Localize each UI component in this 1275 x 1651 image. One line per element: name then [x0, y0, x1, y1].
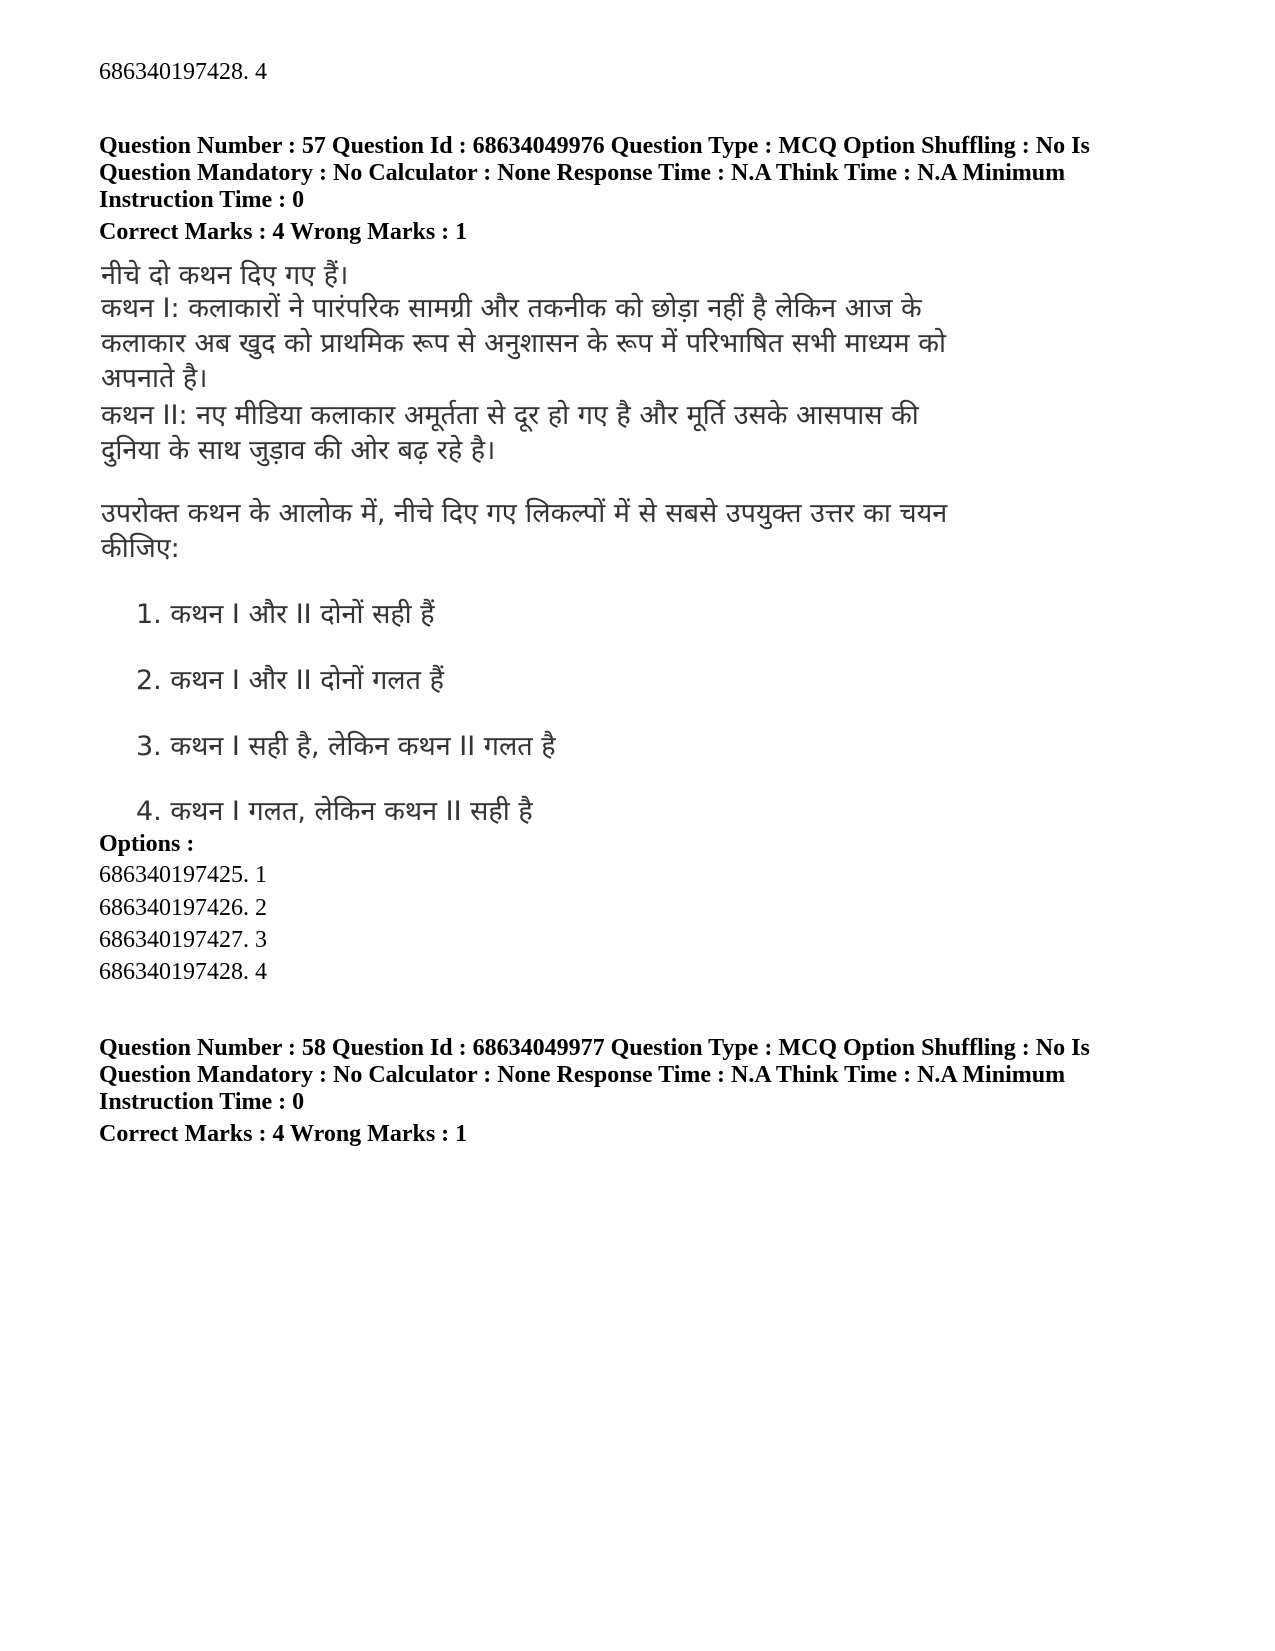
q57-prompt-line: कीजिए: — [101, 533, 180, 564]
q57-body-line: कथन II: नए मीडिया कलाकार अमूर्तता से दूर हो गए है और मूर्ति उसके आसपास की — [101, 400, 919, 431]
previous-option-line: 686340197428. 4 — [99, 59, 267, 85]
q57-option-item: 686340197428. 4 — [99, 959, 267, 985]
q58-meta-line-2: Question Mandatory : No Calculator : None Response Time : N.A Think Time : N.A Minimum — [99, 1062, 1066, 1088]
q57-choice: 2. कथन I और II दोनों गलत हैं — [136, 665, 444, 696]
q58-marks: Correct Marks : 4 Wrong Marks : 1 — [99, 1121, 468, 1147]
q57-meta-line-3: Instruction Time : 0 — [99, 187, 305, 213]
q57-choice: 4. कथन I गलत, लेकिन कथन II सही है — [136, 796, 533, 827]
q57-choice: 3. कथन I सही है, लेकिन कथन II गलत है — [136, 731, 556, 762]
q57-meta-line-2: Question Mandatory : No Calculator : None Response Time : N.A Think Time : N.A Minimum — [99, 160, 1066, 186]
q57-option-item: 686340197426. 2 — [99, 895, 267, 921]
q57-prompt-line: उपरोक्त कथन के आलोक में, नीचे दिए गए लिकल्पों में से सबसे उपयुक्त उत्तर का चयन — [101, 498, 948, 529]
q57-body-line: कथन I: कलाकारों ने पारंपरिक सामग्री और तकनीक को छोड़ा नहीं है लेकिन आज के — [101, 293, 922, 324]
q57-option-item: 686340197425. 1 — [99, 862, 267, 888]
q57-meta-line-1: Question Number : 57 Question Id : 68634049976 Question Type : MCQ Option Shuffling : No Is — [99, 133, 1090, 159]
q58-meta-line-3: Instruction Time : 0 — [99, 1089, 305, 1115]
q57-body-line: कलाकार अब खुद को प्राथमिक रूप से अनुशासन के रूप में परिभाषित सभी माध्यम को — [101, 328, 946, 359]
q57-option-item: 686340197427. 3 — [99, 927, 267, 953]
q57-choice: 1. कथन I और II दोनों सही हैं — [136, 599, 435, 630]
q57-body-line: अपनाते है। — [101, 363, 208, 394]
q57-marks: Correct Marks : 4 Wrong Marks : 1 — [99, 219, 468, 245]
q57-body-line: दुनिया के साथ जुड़ाव की ओर बढ़ रहे है। — [101, 435, 496, 466]
q57-options-label: Options : — [99, 831, 195, 857]
q57-body-line: नीचे दो कथन दिए गए हैं। — [101, 260, 349, 291]
q58-meta-line-1: Question Number : 58 Question Id : 68634049977 Question Type : MCQ Option Shuffling : No Is — [99, 1035, 1090, 1061]
